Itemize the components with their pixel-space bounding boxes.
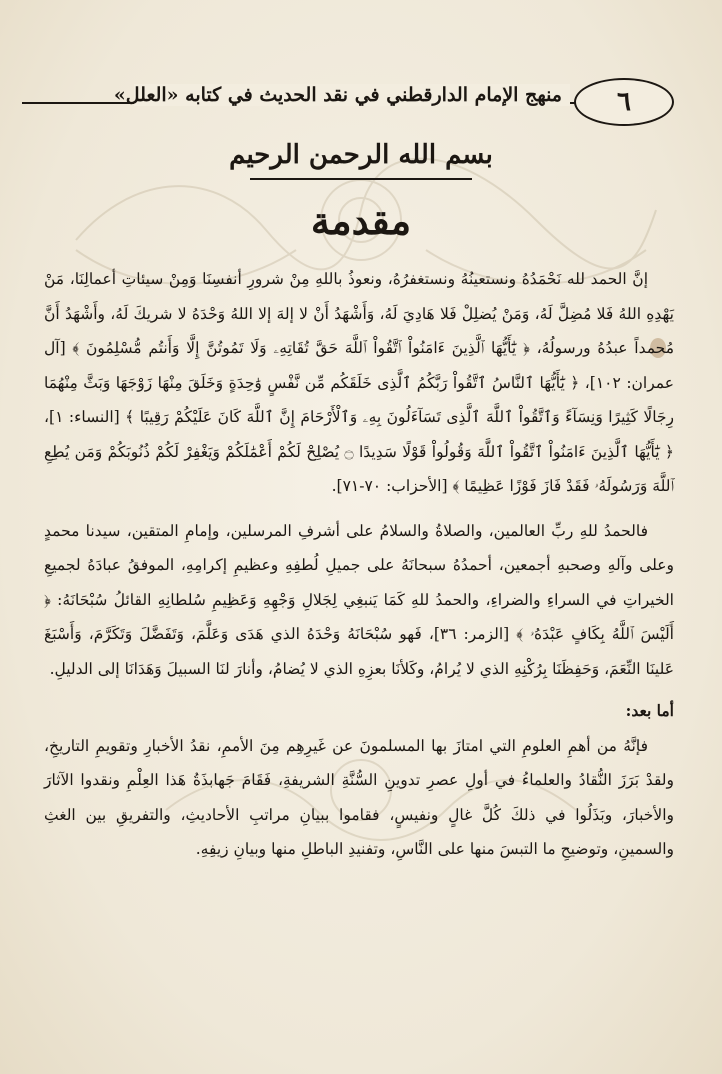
subheading: أما بعد: xyxy=(625,701,674,720)
running-title: منهج الإمام الدارقطني في نقد الحديث في كتابه «العلل» xyxy=(134,84,570,106)
page-header xyxy=(0,78,722,124)
paragraph: إنَّ الحمد لله نَحْمَدُهُ ونستعينُهُ ونستغفرُهُ، ونعوذُ باللهِ مِنْ شرورِ أنفسِنَا وَمِنْ سيئاتِ أعمالِنَا، مَنْ يَهْدِهِ اللهُ فَلا مُضِلَّ لَهُ، وَمَنْ يُضلِلْ فَلا هَادِيَ لَهُ، وَأَشْهَدُ أَنْ لا إلهَ إلا اللهُ وَحْدَهُ لا شريكَ لَهُ، وأَشْهَدُ أَنَّ مُحمداً عبدُهُ ورسولُهُ، ﴿ يَٰٓأَيُّهَا ٱلَّذِينَ ءَامَنُواْ ٱتَّقُواْ ٱللَّهَ حَقَّ تُقَاتِهِۦ وَلَا تَمُوتُنَّ إِلَّا وَأَنتُم مُّسْلِمُونَ ﴾ [آل عمران: ١٠٢]، ﴿ يَٰٓأَيُّهَا ٱلنَّاسُ ٱتَّقُواْ رَبَّكُمُ ٱلَّذِى خَلَقَكُم مِّن نَّفْسٍ وَٰحِدَةٍ وَخَلَقَ مِنْهَا زَوْجَهَا وَبَثَّ مِنْهُمَا رِجَالًا كَثِيرًا وَنِسَآءً وَٱتَّقُواْ ٱللَّهَ ٱلَّذِى تَسَآءَلُونَ بِهِۦ وَٱلْأَرْحَامَ إِنَّ ٱللَّهَ كَانَ عَلَيْكُمْ رَقِيبًا ﴾ [النساء: ١]، ﴿ يَٰٓأَيُّهَا ٱلَّذِينَ ءَامَنُواْ ٱتَّقُواْ ٱللَّهَ وَقُولُواْ قَوْلًا سَدِيدًا ۝ يُصْلِحْ لَكُمْ أَعْمَٰلَكُمْ وَيَغْفِرْ لَكُمْ ذُنُوبَكُمْ وَمَن يُطِعِ ٱللَّهَ وَرَسُولَهُۥ فَقَدْ فَازَ فَوْزًا عَظِيمًا ﴾ [الأحزاب: ٧٠-٧١]. xyxy=(44,270,674,495)
basmala: بسم الله الرحمن الرحيم xyxy=(229,140,493,170)
section-heading: مقدمة xyxy=(310,198,412,243)
paragraph: فالحمدُ للهِ ربِّ العالمين، والصلاةُ والسلامُ على أشرفِ المرسلين، وإمامِ المتقين، سيدنا محمدٍ وعلى وآلهِ وصحبهِ أجمعين، أحمدُهُ سبحانَهُ على جميلِ لُطفِهِ وعظيمِ إكرامِهِ، الموفقُ عبادَهُ لجميعِ الخيراتِ في السراءِ والضراءِ، والحمدُ للهِ كَمَا يَنبغِي لِجَلالِ وَجْهِهِ وَعَظِيمِ سُلطانِهِ القائلُ سُبْحَانَهُ: ﴿ أَلَيْسَ ٱللَّهُ بِكَافٍ عَبْدَهُۥ ﴾ [الزمر: ٣٦]، فَهو سُبْحَانَهُ وَحْدَهُ الذي هَدَى وَعَلَّمَ، وَتَفَضَّلَ وَتَكَرَّمَ، وَأَسْبَغَ عَلينَا النِّعَمَ، وَحَفِظَنَا بِرُكْنِهِ الذي لا يُرامُ، وكَلأنَا بعزِهِ الذي لا يُضامُ، وأنارَ لنَا السبيلَ وَهَدَانَا إلى الدليلِ. xyxy=(44,521,674,678)
body-text xyxy=(44,262,674,867)
page-number: ٦ xyxy=(574,78,674,126)
basmala-underline xyxy=(250,178,472,180)
paragraph: فإنَّهُ من أهمِ العلومِ التي امتازَ بها المسلمونَ عن غَيرِهِم مِنَ الأممِ، نقدُ الأخبارِ وتقويمِ التاريخِ، ولقدْ بَرَزَ النُّقادُ والعلماءُ في أولِ عصرِ تدوينِ السُّنَّةِ الشريفةِ، فَقَامَ جَهابذَةُ هَذا العِلْمِ ونقدوا الآثارَ والأخبارَ، وبَذَلُوا في ذلكَ كُلَّ غالٍ ونفيسٍ، فقاموا ببيانِ مراتبِ الأحاديثِ، والتفريقِ بين الغثِ والسمينِ، وتوضيحِ ما التبسَ منها على النَّاسِ، وتفنيدِ الباطلِ منها وبيانِ زيفِهِ. xyxy=(44,736,674,858)
